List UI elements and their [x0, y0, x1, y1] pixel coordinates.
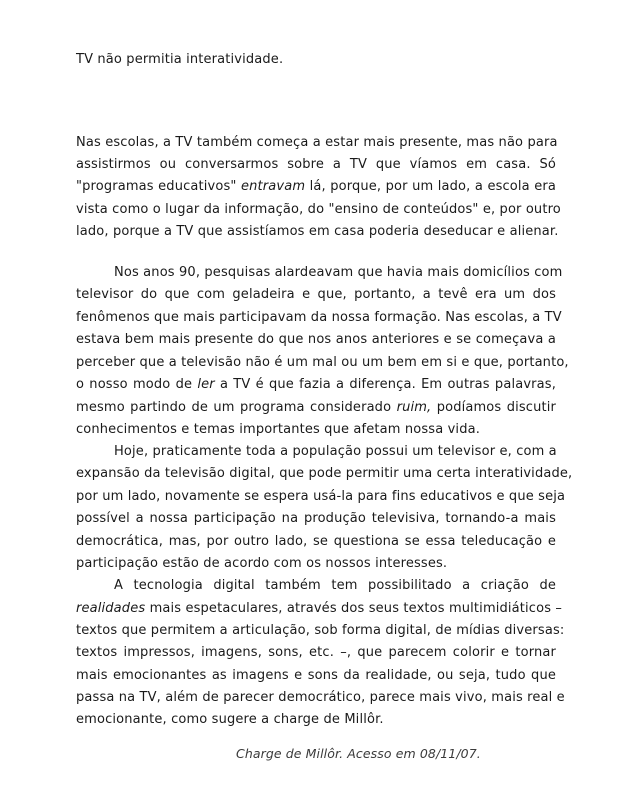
- paragraph-line: [76, 397, 556, 420]
- paragraph-line: expansão da televisão digital, que pode permitir uma certa interatividade,: [76, 466, 573, 481]
- paragraph-line: passa na TV, além de parecer democrático, parece mais vivo, mais real e: [76, 690, 565, 705]
- text-run: mesmo partindo de um programa considerado: [76, 400, 397, 415]
- paragraph-line: textos impressos, imagens, sons, etc. –, que parecem colorir e tornar: [76, 645, 556, 660]
- paragraph-line: participação estão de acordo com os nossos interesses.: [76, 556, 448, 571]
- paragraph-line: assistirmos ou conversarmos sobre a TV que víamos em casa. Só: [76, 157, 556, 172]
- text-run: mais espetaculares, através dos seus textos multimidiáticos –: [145, 601, 563, 616]
- paragraph-line: televisor do que com geladeira e que, portanto, a tevê era um dos: [76, 287, 556, 302]
- paragraph-line: emocionante, como sugere a charge de Millôr.: [76, 712, 384, 727]
- paragraph-line: lado, porque a TV que assistíamos em casa poderia deseducar e alienar.: [76, 224, 559, 239]
- paragraph-line: textos que permitem a articulação, sob forma digital, de mídias diversas:: [76, 623, 565, 638]
- paragraph-line: mais emocionantes as imagens e sons da realidade, ou seja, tudo que: [76, 668, 556, 683]
- emphasis-text: realidades: [76, 601, 146, 616]
- text-run: podíamos discutir: [431, 400, 556, 415]
- paragraph-line: fenômenos que mais participavam da nossa formação. Nas escolas, a TV: [76, 310, 562, 325]
- text-run: "programas educativos": [76, 179, 241, 194]
- paragraph-line: [76, 374, 556, 397]
- paragraph-line: perceber que a televisão não é um mal ou um bem em si e que, portanto,: [76, 355, 569, 370]
- emphasis-text: ruim,: [396, 400, 432, 415]
- paragraph-line: [76, 598, 563, 621]
- text-run: o nosso modo de: [76, 377, 198, 392]
- paragraph-line: vista como o lugar da informação, do "ensino de conteúdos" e, por outro: [76, 202, 561, 217]
- figure-caption: Charge de Millôr. Acesso em 08/11/07.: [236, 746, 481, 761]
- paragraph-line: A tecnologia digital também tem possibilitado a criação de: [114, 578, 556, 593]
- paragraph-line: por um lado, novamente se espera usá-la para fins educativos e que seja: [76, 489, 566, 504]
- paragraph-line: Nas escolas, a TV também começa a estar mais presente, mas não para: [76, 135, 558, 150]
- text-run: lá, porque, por um lado, a escola era: [305, 179, 557, 194]
- paragraph-line: [76, 176, 556, 199]
- paragraph-line: democrática, mas, por outro lado, se questiona se essa teleducação e: [76, 534, 556, 549]
- emphasis-text: ler: [197, 377, 215, 392]
- paragraph-line: Nos anos 90, pesquisas alardeavam que havia mais domicílios com: [114, 265, 563, 280]
- paragraph-line: Hoje, praticamente toda a população possui um televisor e, com a: [114, 444, 557, 459]
- intro-tail-line: TV não permitia interatividade.: [76, 52, 284, 67]
- text-run: a TV é que fazia a diferença. Em outras palavras,: [214, 377, 556, 392]
- paragraph-line: possível a nossa participação na produção televisiva, tornando-a mais: [76, 511, 556, 526]
- paragraph-line: estava bem mais presente do que nos anos anteriores e se começava a: [76, 332, 556, 347]
- emphasis-text: entravam: [240, 179, 306, 194]
- paragraph-line: conhecimentos e temas importantes que afetam nossa vida.: [76, 422, 480, 437]
